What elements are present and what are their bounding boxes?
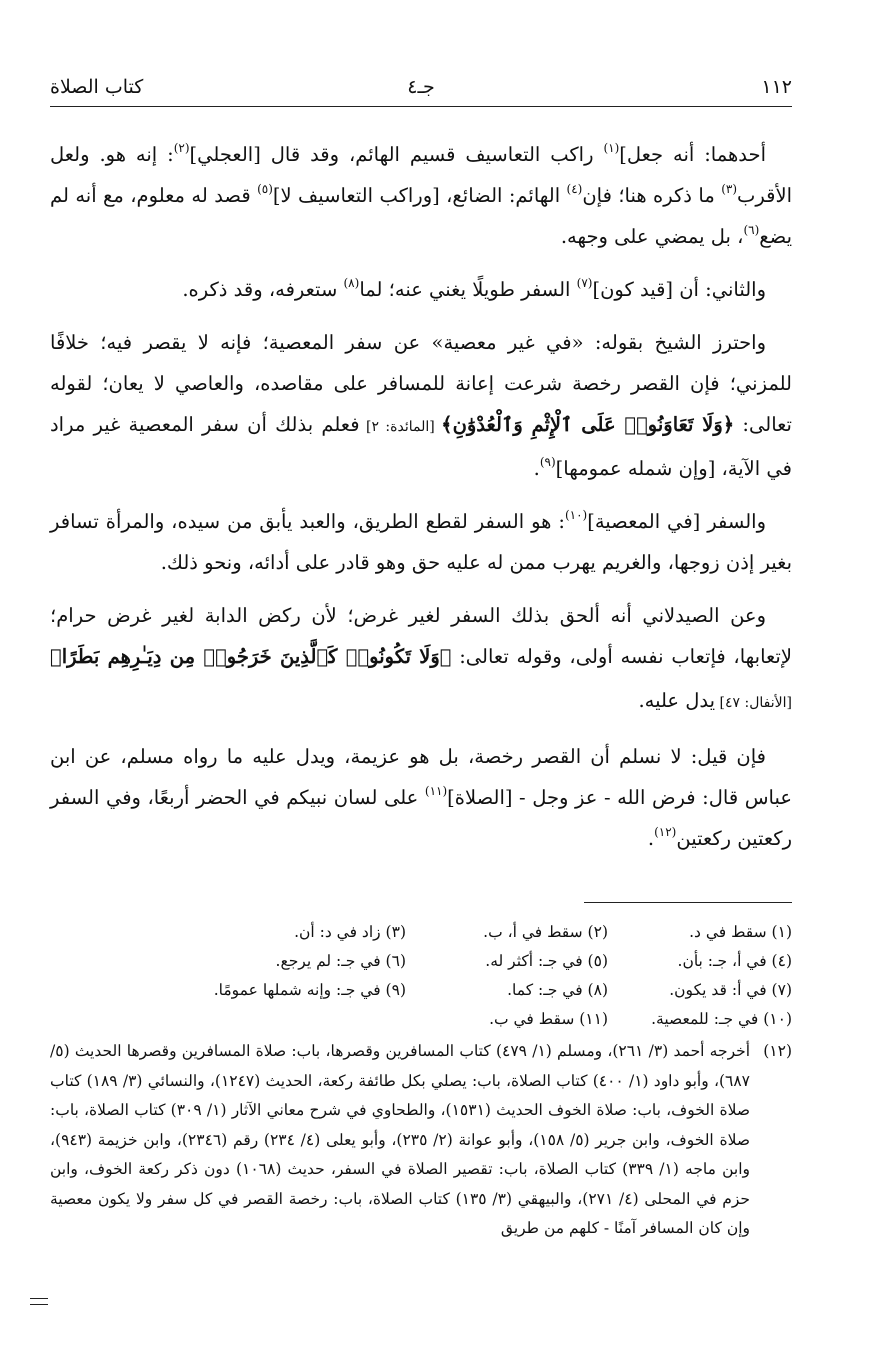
footnote-row <box>50 1005 792 1034</box>
paragraph-4: والسفر [في المعصية]$^{(١٠)}$: هو السفر لقطع الطريق، والعبد يأبق من سيده، والمرأة تسافر بغير إذن زوجها، والغريم يهرب ممن له عليه حق وهو قادر على أدائه، ونحو ذلك. <box>50 508 792 574</box>
footnote: (٨) في جـ: كما. <box>507 981 608 999</box>
paragraph-3: واحترز الشيخ بقوله: «في غير معصية» عن سفر المعصية؛ فإنه لا يقصر فيه؛ خلافًا للمزني؛ فإن القصر رخصة شرعت إعانة للمسافر على مقاصده، والعاصي لا يعان؛ لقوله تعالى: ﴿وَلَا تَعَاوَنُوا۟ عَلَى ٱلْإِثْمِ وَٱلْعُدْوَٰنِ﴾ [المائدة: ٢] فعلم بذلك أن سفر المعصية غير مراد في الآية، [وإن شمله عمومها]$^{(٩)}$. <box>50 331 792 480</box>
quran-verse: ﴿وَلَا تَعَاوَنُوا۟ عَلَى ٱلْإِثْمِ وَٱلْعُدْوَٰنِ﴾ <box>441 413 735 436</box>
footnote-marker: (١٢) <box>654 825 677 839</box>
paragraph-1: أحدهما: أنه جعل]$^{(١)}$ راكب التعاسيف قسيم الهائم، وقد قال [العجلي]$^{(٢)}$: إنه هو. ولعل الأقرب$^{(٣)}$ ما ذكره هنا؛ فإن$^{(٤)}$ الهائم: الضائع، [وراكب التعاسيف لا]$^{(٥)}$ قصد له معلوم، مع أنه لم يضع$^{(٦)}$، بل يمضي على وجهه. <box>50 141 792 248</box>
volume-label: جـ٤ <box>407 76 435 98</box>
footnote: (١٠) في جـ: للمعصية. <box>651 1010 792 1028</box>
footnote-marker: (١) <box>603 141 620 155</box>
paragraph-5: وعن الصيدلاني أنه ألحق بذلك السفر لغير غرض؛ لأن ركض الدابة لغير غرض حرام؛ لإتعابها، فإتعاب نفسه أولى، وقوله تعالى: ﴿وَلَا تَكُونُوا۟ كَٱلَّذِينَ خَرَجُوا۟ مِن دِيَـٰرِهِم بَطَرًا﴾ [الأنفال: ٤٧] يدل عليه. <box>50 604 792 712</box>
footnotes-short <box>50 918 792 1034</box>
running-header <box>50 74 792 100</box>
verse-reference: [المائدة: ٢] <box>359 419 442 435</box>
footnote-row <box>50 947 792 976</box>
footnote-row <box>50 918 792 947</box>
footnote-marker: (٦) <box>743 223 760 237</box>
footnote: (١) سقط في د. <box>689 923 792 941</box>
header-divider <box>50 106 792 107</box>
paragraph-2: والثاني: أن [قيد كون]$^{(٧)}$ السفر طويلًا يغني عنه؛ لما$^{(٨)}$ ستعرفه، وقد ذكره. <box>182 276 766 301</box>
page-number: ١١٢ <box>761 76 792 98</box>
footnote: (٣) زاد في د: أن. <box>294 923 406 941</box>
footnote: (١١) سقط في ب. <box>489 1010 608 1028</box>
footnote: (٧) في أ: قد يكون. <box>669 981 792 999</box>
footnote-marker: (٩) <box>539 455 556 469</box>
footnote: (٤) في أ، جـ: بأن. <box>677 952 792 970</box>
footnote-marker: (٧) <box>576 276 593 290</box>
main-text <box>50 134 792 871</box>
footnote-12 <box>50 1037 792 1244</box>
footnote-marker: (٣) <box>721 182 738 196</box>
footnote-divider <box>584 902 792 903</box>
footnote-marker: (٨) <box>343 276 360 290</box>
footnote-marker: (٥) <box>257 182 273 196</box>
quran-verse: ﴿وَلَا تَكُونُوا۟ كَٱلَّذِينَ خَرَجُوا۟ مِن دِيَـٰرِهِم بَطَرًا﴾ <box>50 645 452 668</box>
footnote-marker: (١١) <box>424 784 448 798</box>
footnote-body: أخرجه أحمد (٣/ ٢٦١)، ومسلم (١/ ٤٧٩) كتاب المسافرين وقصرها، باب: صلاة المسافرين وقصرها الحديث (٥/ ٦٨٧)، وأبو داود (١/ ٤٠٠) كتاب الصلاة، باب: يصلي بكل طائفة ركعة، الحديث (١٢٤٧)، والنسائي (٣/ ١٨٩) كتاب صلاة الخوف، باب: صلاة الخوف الحديث (١٥٣١)، والطحاوي في شرح معاني الآثار (١/ ٣٠٩) كتاب الصلاة، باب: صلاة الخوف، وابن جرير (٥/ ١٥٨)، وأبو عوانة (٢/ ٢٣٥)، وأبو يعلى (٤/ ٢٣٤) رقم (٢٣٤٦)، وابن خزيمة (٩٤٣)، وابن ماجه (١/ ٣٣٩) كتاب الصلاة، باب: تقصير الصلاة في السفر، حديث (١٠٦٨) دون ذكر ركعة الخوف، وابن حزم في المحلى (٤/ ٢٧١)، والبيهقي (٣/ ١٣٥) كتاب الصلاة، باب: رخصة القصر في كل سفر ولا يكون معصية وإن كان المسافر آمنًا - كلهم من طريق <box>50 1042 751 1237</box>
footnote-row <box>50 976 792 1005</box>
footnote: (٩) في جـ: وإنه شملها عمومًا. <box>213 981 406 999</box>
footnote <box>106 1005 406 1034</box>
footnote-marker: (١٠) <box>564 508 588 522</box>
footnote-marker: (٤) <box>566 182 583 196</box>
verse-reference: [الأنفال: ٤٧] <box>715 695 792 711</box>
footnote: (٥) في جـ: أكثر له. <box>485 952 608 970</box>
footnote-number: (١٢) <box>763 1042 792 1060</box>
footnote: (٦) في جـ: لم يرجع. <box>275 952 406 970</box>
continuation-mark <box>30 1298 48 1305</box>
footnote: (٢) سقط في أ، ب. <box>483 923 608 941</box>
book-title: كتاب الصلاة <box>50 76 144 98</box>
paragraph-6: فإن قيل: لا نسلم أن القصر رخصة، بل هو عزيمة، ويدل عليه ما رواه مسلم، عن ابن عباس قال: فرض الله - عز وجل - [الصلاة]$^{(١١)}$ على لسان نبيكم في الحضر أربعًا، وفي السفر ركعتين ركعتين$^{(١٢)}$. <box>50 745 792 850</box>
footnote-marker: (٢) <box>173 141 190 155</box>
